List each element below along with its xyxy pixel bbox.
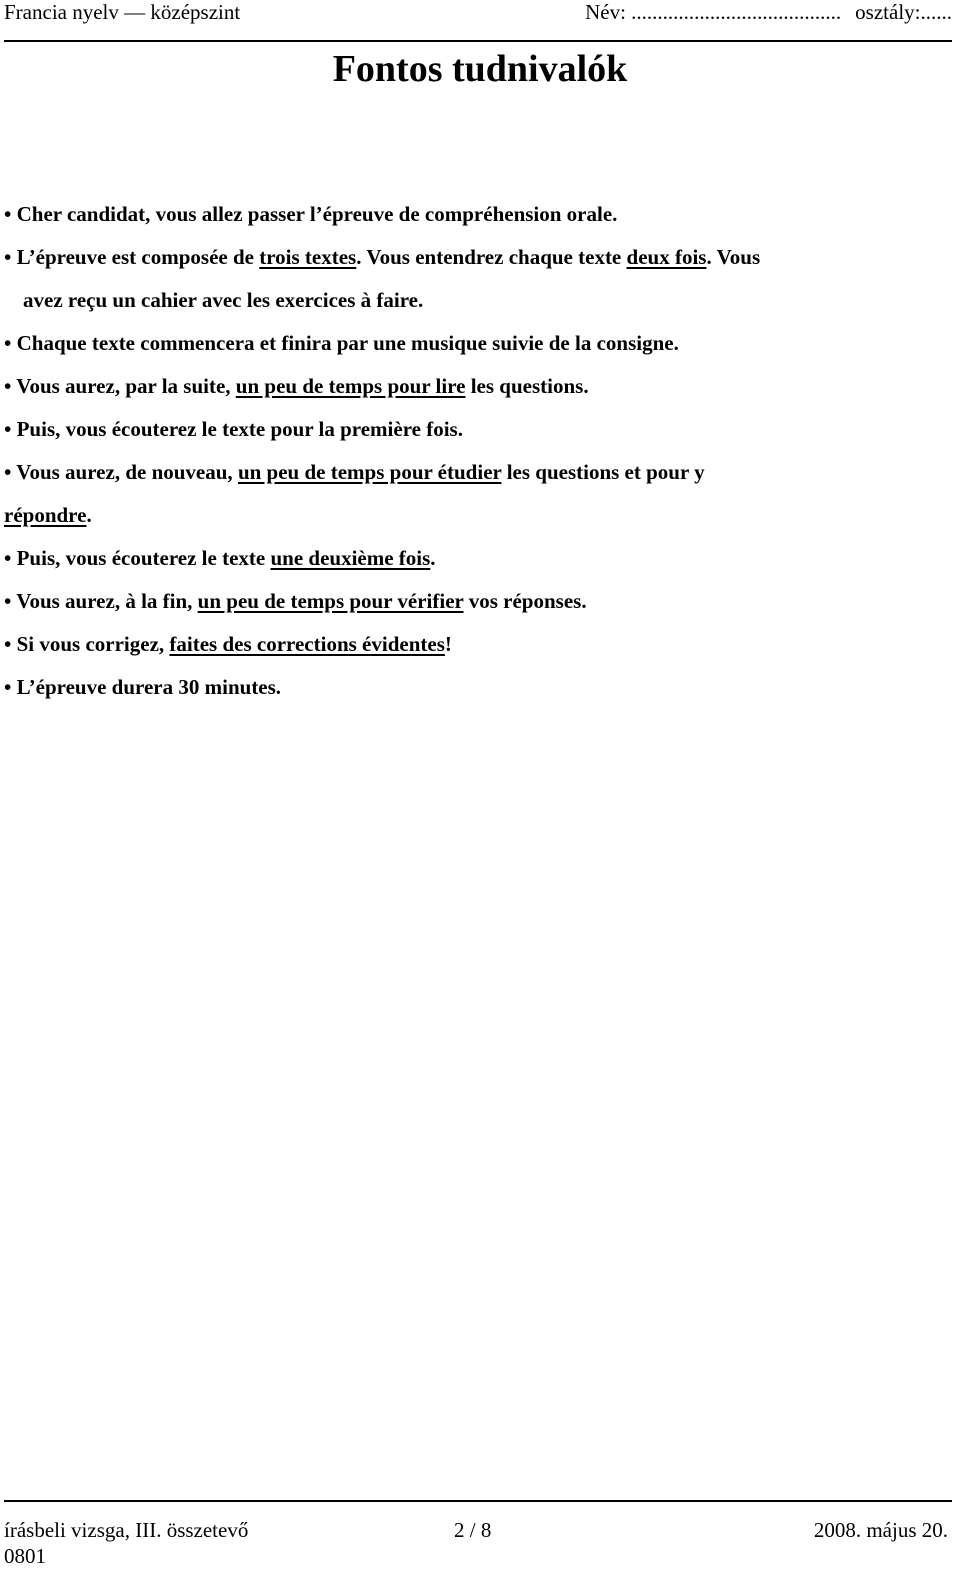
page-header [4,0,952,42]
underlined-phrase: une deuxième fois [270,546,431,570]
list-item: • Vous aurez, de nouveau, un peu de temps pour étudier les questions et pour y [4,460,705,484]
page-title: Fontos tudnivalók [332,48,628,90]
underlined-phrase: répondre [4,503,87,527]
header-name-field: Név: ........................................ [585,0,842,24]
list-item: • L’épreuve est composée de trois textes. Vous entendrez chaque texte deux fois. Vous [4,245,761,269]
list-item-continuation: répondre. [4,503,92,527]
footer-exam-part: írásbeli vizsga, III. összetevő [4,1518,249,1542]
list-item: • Chaque texte commencera et finira par une musique suivie de la consigne. [4,331,679,355]
list-item: • Puis, vous écouterez le texte une deuxième fois. [4,546,436,570]
footer-code: 0801 [4,1544,46,1568]
header-subject: Francia nyelv — középszint [4,0,241,24]
footer-page-number: 2 / 8 [454,1518,492,1542]
underlined-phrase: faites des corrections évidentes [169,632,445,656]
underlined-phrase: deux fois [626,245,707,269]
list-item: • Vous aurez, par la suite, un peu de temps pour lire les questions. [4,374,589,398]
list-item: • L’épreuve durera 30 minutes. [4,675,282,699]
underlined-phrase: un peu de temps pour étudier [237,460,502,484]
list-item: • Puis, vous écouterez le texte pour la première fois. [4,417,463,441]
underlined-phrase: trois textes [259,245,357,269]
header-fields [585,0,952,25]
page-footer [4,1500,952,1568]
underlined-phrase: un peu de temps pour vérifier [197,589,464,613]
list-item: • Cher candidat, vous allez passer l’épreuve de compréhension orale. [4,202,618,226]
list-item-continuation: avez reçu un cahier avec les exercices à faire. [23,288,424,312]
footer-date: 2008. május 20. [813,1518,948,1542]
list-item: • Vous aurez, à la fin, un peu de temps pour vérifier vos réponses. [4,589,587,613]
list-item: • Si vous corrigez, faites des corrections évidentes! [4,632,452,656]
instructions-list [4,193,944,709]
underlined-phrase: un peu de temps pour lire [235,374,466,398]
header-class-field: osztály:...... [855,0,952,24]
